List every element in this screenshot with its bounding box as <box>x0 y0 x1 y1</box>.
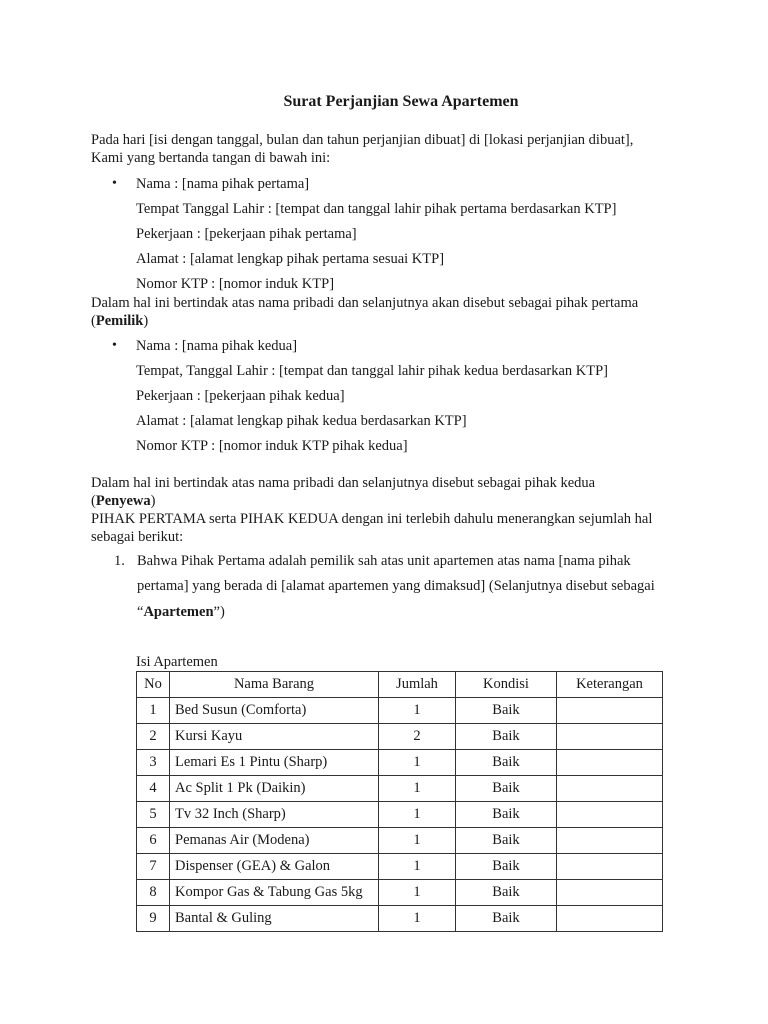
cell-no: 3 <box>137 750 170 776</box>
header-cond: Kondisi <box>456 672 557 698</box>
cell-qty: 1 <box>379 906 456 932</box>
table-row <box>137 776 663 802</box>
cell-cond: Baik <box>456 724 557 750</box>
table-header-row <box>137 672 663 698</box>
cell-cond: Baik <box>456 698 557 724</box>
party-1-details <box>112 176 692 296</box>
intro-line-2: Kami yang bertanda tangan di bawah ini: <box>91 150 331 166</box>
cell-cond: Baik <box>456 880 557 906</box>
cell-ket <box>557 802 663 828</box>
cell-no: 2 <box>137 724 170 750</box>
paren-open: ( <box>91 493 96 509</box>
cell-qty: 1 <box>379 698 456 724</box>
cell-cond: Baik <box>456 854 557 880</box>
bullet-icon: • <box>112 338 117 353</box>
intro-line-1: Pada hari [isi dengan tanggal, bulan dan tahun perjanjian dibuat] di [lokasi perjanjian dibuat], <box>91 132 634 148</box>
cell-qty: 1 <box>379 750 456 776</box>
cell-no: 6 <box>137 828 170 854</box>
bullet-icon: • <box>112 176 117 191</box>
party-2-statement-line: Dalam hal ini bertindak atas nama pribadi dan selanjutnya disebut sebagai pihak kedua <box>91 475 596 491</box>
party-2-pekerjaan: Pekerjaan : [pekerjaan pihak kedua] <box>136 388 345 404</box>
cell-cond: Baik <box>456 776 557 802</box>
party-1-alamat: Alamat : [alamat lengkap pihak pertama sesuai KTP] <box>136 251 445 267</box>
intro-paragraph <box>91 131 691 167</box>
point-1 <box>114 553 684 633</box>
cell-no: 1 <box>137 698 170 724</box>
cell-qty: 1 <box>379 854 456 880</box>
cell-qty: 1 <box>379 880 456 906</box>
table-row <box>137 880 663 906</box>
cell-ket <box>557 698 663 724</box>
paren-close: ) <box>150 493 156 509</box>
table-row <box>137 854 663 880</box>
paren-close: ) <box>143 313 149 329</box>
party-2-role: Penyewa <box>95 493 151 509</box>
cell-name: Lemari Es 1 Pintu (Sharp) <box>170 750 379 776</box>
cell-cond: Baik <box>456 802 557 828</box>
cell-name: Pemanas Air (Modena) <box>170 828 379 854</box>
party-1-statement-line: Dalam hal ini bertindak atas nama pribadi dan selanjutnya akan disebut sebagai pihak pertama <box>91 295 639 311</box>
point-1-line-2: pertama] yang berada di [alamat apartemen yang dimaksud] (Selanjutnya disebut sebagai <box>137 578 655 594</box>
cell-ket <box>557 828 663 854</box>
party-1-pekerjaan: Pekerjaan : [pekerjaan pihak pertama] <box>136 226 357 242</box>
inventory-table <box>136 671 663 932</box>
cell-ket <box>557 854 663 880</box>
party-1-statement <box>91 294 691 330</box>
table-caption: Isi Apartemen <box>136 654 218 670</box>
cell-name: Tv 32 Inch (Sharp) <box>170 802 379 828</box>
quote-close: ”) <box>213 604 225 620</box>
cell-no: 7 <box>137 854 170 880</box>
header-name: Nama Barang <box>170 672 379 698</box>
apartemen-term: Apartemen <box>143 604 214 620</box>
header-ket: Keterangan <box>557 672 663 698</box>
cell-cond: Baik <box>456 828 557 854</box>
cell-no: 4 <box>137 776 170 802</box>
party-2-ttl: Tempat, Tanggal Lahir : [tempat dan tanggal lahir pihak kedua berdasarkan KTP] <box>136 363 609 379</box>
explain-line-1: PIHAK PERTAMA serta PIHAK KEDUA dengan ini terlebih dahulu menerangkan sejumlah hal <box>91 511 653 527</box>
party-2-statement <box>91 474 691 546</box>
party-1-role-line <box>91 312 691 330</box>
cell-no: 8 <box>137 880 170 906</box>
cell-qty: 1 <box>379 776 456 802</box>
cell-ket <box>557 776 663 802</box>
table-row <box>137 906 663 932</box>
cell-name: Ac Split 1 Pk (Daikin) <box>170 776 379 802</box>
party-1-nama: Nama : [nama pihak pertama] <box>136 176 310 192</box>
cell-no: 5 <box>137 802 170 828</box>
document-title: Surat Perjanjian Sewa Apartemen <box>283 93 519 110</box>
cell-cond: Baik <box>456 906 557 932</box>
party-1-ktp: Nomor KTP : [nomor induk KTP] <box>136 276 335 292</box>
party-2-alamat: Alamat : [alamat lengkap pihak kedua berdasarkan KTP] <box>136 413 467 429</box>
party-2-role-line <box>91 492 691 510</box>
cell-no: 9 <box>137 906 170 932</box>
point-1-line-3 <box>137 604 225 621</box>
cell-ket <box>557 724 663 750</box>
cell-qty: 1 <box>379 802 456 828</box>
cell-ket <box>557 906 663 932</box>
table-row <box>137 698 663 724</box>
table-row <box>137 724 663 750</box>
cell-qty: 1 <box>379 828 456 854</box>
point-1-line-1: Bahwa Pihak Pertama adalah pemilik sah atas unit apartemen atas nama [nama pihak <box>137 553 631 569</box>
cell-ket <box>557 750 663 776</box>
party-1-ttl: Tempat Tanggal Lahir : [tempat dan tanggal lahir pihak pertama berdasarkan KTP] <box>136 201 617 217</box>
party-2-ktp: Nomor KTP : [nomor induk KTP pihak kedua] <box>136 438 408 454</box>
party-2-details <box>112 338 692 458</box>
party-1-role: Pemilik <box>95 313 144 329</box>
cell-name: Bantal & Guling <box>170 906 379 932</box>
cell-name: Bed Susun (Comforta) <box>170 698 379 724</box>
cell-name: Kursi Kayu <box>170 724 379 750</box>
cell-cond: Baik <box>456 750 557 776</box>
quote-open: “ <box>137 604 144 620</box>
header-qty: Jumlah <box>379 672 456 698</box>
point-1-number: 1. <box>114 553 125 569</box>
cell-name: Dispenser (GEA) & Galon <box>170 854 379 880</box>
paren-open: ( <box>91 313 96 329</box>
explain-line-2: sebagai berikut: <box>91 529 184 545</box>
table-row <box>137 750 663 776</box>
cell-ket <box>557 880 663 906</box>
table-row <box>137 802 663 828</box>
table-row <box>137 828 663 854</box>
cell-name: Kompor Gas & Tabung Gas 5kg <box>170 880 379 906</box>
cell-qty: 2 <box>379 724 456 750</box>
party-2-nama: Nama : [nama pihak kedua] <box>136 338 298 354</box>
header-no: No <box>137 672 170 698</box>
